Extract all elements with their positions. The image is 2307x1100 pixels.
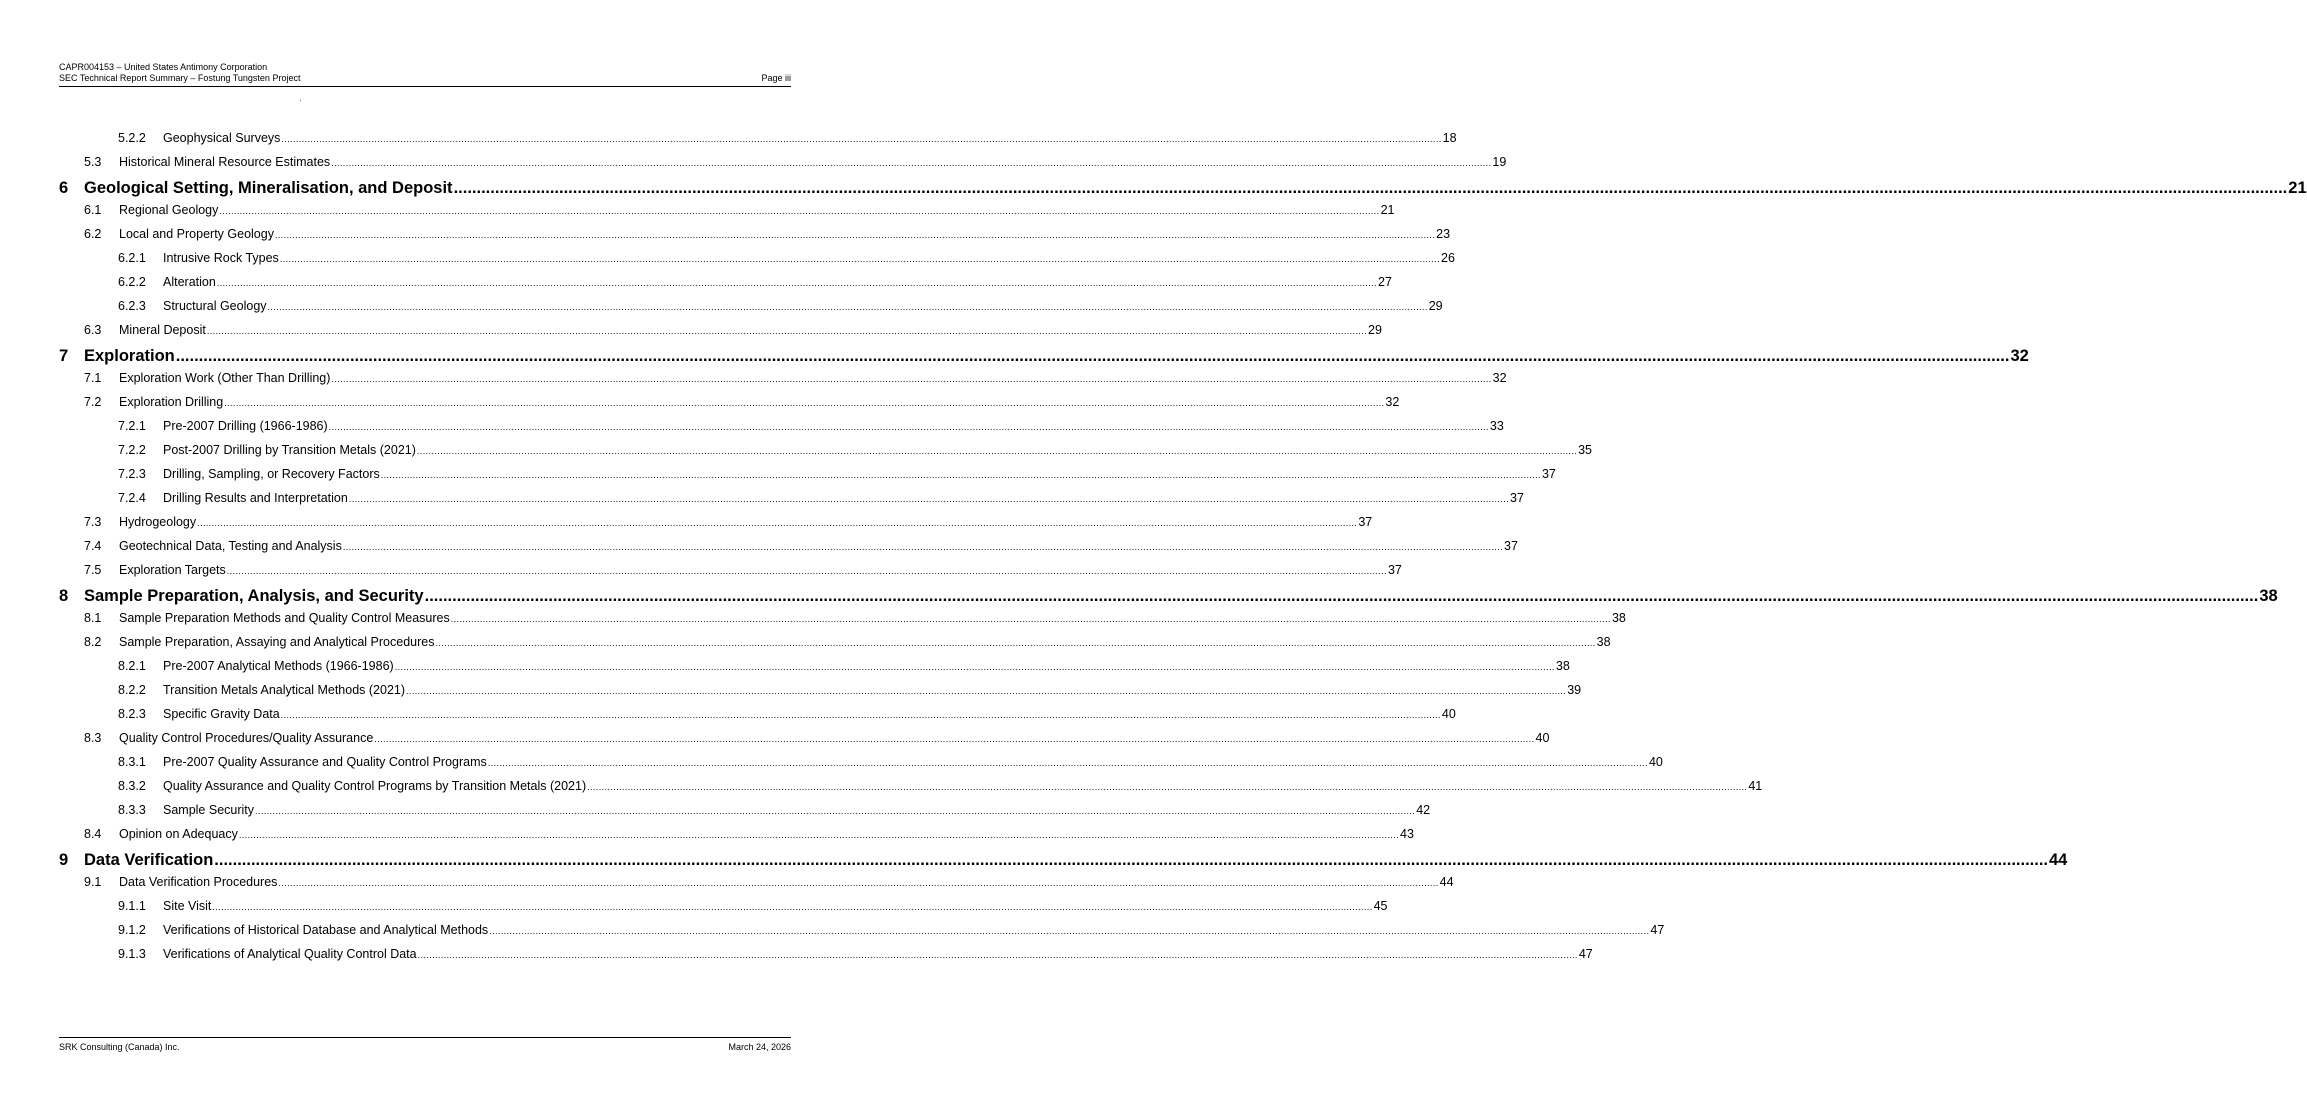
toc-entry-page: 33 [1489,419,1504,433]
toc-entry-title: Regional Geology [119,203,219,217]
toc-entry-page: 43 [1400,827,1414,841]
toc-entry-number: 7 [59,347,69,365]
toc-entry-number: 8.1 [84,611,102,625]
toc-dot-leader: ................................................................................................................................................................................................................................................................................................................................................................................................................ [226,566,1387,576]
toc-dot-leader: ................................................................................................................................................................................................................................................................................................................................................................................................................ [348,494,1510,504]
toc-entry-title: Post-2007 Drilling by Transition Metals (2021) [163,443,416,457]
toc-entry-title: Sample Preparation Methods and Quality Control Measures [119,611,450,625]
toc-entry-title: Historical Mineral Resource Estimates [119,155,331,169]
toc-entry[interactable] [59,155,1507,179]
toc-entry-number: 6.2 [84,227,102,241]
toc-dot-leader: ................................................................................................................................................................................................................................................................................................................................................................................................................ [416,446,1578,456]
toc-entry-number: 9.1 [84,875,102,889]
toc-entry-page: 21 [1380,203,1395,217]
toc-entry[interactable] [59,467,1556,491]
toc-entry[interactable] [59,851,2068,875]
toc-entry[interactable] [59,275,1392,299]
toc-entry-number: 7.2.4 [118,491,146,505]
toc-entry-page: 32 [2010,347,2029,365]
toc-entry-number: 5.2.2 [118,131,146,145]
toc-entry-number: 8.2.1 [118,659,146,673]
toc-entry-number: 6 [59,179,69,197]
toc-entry[interactable] [59,947,1593,971]
toc-entry-page: 27 [1378,275,1392,289]
toc-entry-number: 8.2 [84,635,102,649]
toc-entry-title: Pre-2007 Analytical Methods (1966-1986) [163,659,394,673]
toc-entry-page: 41 [1748,779,1763,793]
toc-dot-leader: ................................................................................................................................................................................................................................................................................................................................................................................................................ [206,326,1368,336]
toc-dot-leader: ................................................................................................................................................................................................................................................................................................................................................................................................................ [489,926,1650,936]
toc-entry[interactable] [59,611,1626,635]
toc-entry-number: 8.3.3 [118,803,146,817]
toc-dot-leader: ................................................................................................................................................................................................................................................................................................................................................................................................................ [224,398,1385,408]
toc-entry-page: 23 [1436,227,1451,241]
toc-dot-leader: ................................................................................................................................................................................................................................................................................................................................................................................................................ [280,710,1441,720]
header-report-title: SEC Technical Report Summary – Fostung Tungsten Project [59,73,301,83]
toc-entry-title: Exploration [84,347,175,365]
toc-entry[interactable] [59,539,1518,563]
toc-dot-leader: ................................................................................................................................................................................................................................................................................................................................................................................................................ [328,422,1489,432]
toc-entry-title: Data Verification [84,851,214,869]
toc-entry[interactable] [59,587,2278,611]
toc-entry-page: 21 [2288,179,2307,197]
toc-entry[interactable] [59,227,1451,251]
toc-entry-title: Intrusive Rock Types [163,251,279,265]
toc-dot-leader: ................................................................................................................................................................................................................................................................................................................................................................................................................ [424,587,2259,605]
toc-entry-page: 35 [1578,443,1593,457]
toc-entry[interactable] [59,563,1402,587]
toc-entry[interactable] [59,899,1388,923]
toc-entry[interactable] [59,251,1455,275]
toc-dot-leader: ................................................................................................................................................................................................................................................................................................................................................................................................................ [587,782,1748,792]
toc-dot-leader: ................................................................................................................................................................................................................................................................................................................................................................................................................ [435,638,1596,648]
toc-entry[interactable] [59,515,1373,539]
toc-entry-page: 47 [1650,923,1665,937]
toc-entry-title: Verifications of Historical Database and Analytical Methods [163,923,489,937]
toc-dot-leader: ................................................................................................................................................................................................................................................................................................................................................................................................................ [255,806,1416,816]
toc-entry-title: Geotechnical Data, Testing and Analysis [119,539,342,553]
toc-entry-title: Transition Metals Analytical Methods (2021) [163,683,406,697]
toc-entry-number: 7.2 [84,395,102,409]
toc-dot-leader: ................................................................................................................................................................................................................................................................................................................................................................................................................ [267,302,1428,312]
toc-dot-leader: ................................................................................................................................................................................................................................................................................................................................................................................................................ [214,851,2048,869]
toc-entry-number: 9.1.1 [118,899,146,913]
toc-entry[interactable] [59,635,1611,659]
toc-entry[interactable] [59,683,1582,707]
toc-entry-page: 38 [1611,611,1626,625]
toc-entry-title: Exploration Drilling [119,395,224,409]
toc-entry-title: Sample Security [163,803,255,817]
toc-entry-number: 7.1 [84,371,102,385]
toc-entry-page: 37 [1510,491,1524,505]
toc-entry-page: 18 [1442,131,1457,145]
toc-dot-leader: ................................................................................................................................................................................................................................................................................................................................................................................................................ [380,470,1541,480]
toc-entry-page: 37 [1387,563,1402,577]
footer-date: March 24, 2026 [728,1042,791,1052]
toc-entry-number: 9.1.3 [118,947,146,961]
toc-entry-number: 7.4 [84,539,102,553]
toc-entry-page: 42 [1416,803,1431,817]
toc-entry-number: 9.1.2 [118,923,146,937]
toc-entry[interactable] [59,371,1507,395]
toc-entry-page: 40 [1535,731,1550,745]
toc-entry-title: Alteration [163,275,216,289]
toc-entry[interactable] [59,491,1524,515]
toc-dot-leader: ................................................................................................................................................................................................................................................................................................................................................................................................................ [278,878,1439,888]
toc-entry-title: Local and Property Geology [119,227,274,241]
toc-entry-page: 38 [1555,659,1570,673]
toc-entry-number: 6.1 [84,203,102,217]
toc-entry-title: Drilling, Sampling, or Recovery Factors [163,467,380,481]
toc-dot-leader: ................................................................................................................................................................................................................................................................................................................................................................................................................ [374,734,1535,744]
toc-entry[interactable] [59,803,1431,827]
footer-company: SRK Consulting (Canada) Inc. [59,1042,180,1052]
toc-dot-leader: ................................................................................................................................................................................................................................................................................................................................................................................................................ [342,542,1504,552]
toc-entry-page: 32 [1492,371,1507,385]
toc-entry-title: Data Verification Procedures [119,875,278,889]
toc-entry-number: 7.3 [84,515,102,529]
toc-entry-page: 29 [1368,323,1382,337]
toc-entry[interactable] [59,419,1504,443]
toc-entry-title: Quality Control Procedures/Quality Assurance [119,731,374,745]
toc-entry[interactable] [59,323,1382,347]
toc-entry[interactable] [59,347,2029,371]
toc-entry-number: 6.2.2 [118,275,146,289]
toc-entry[interactable] [59,179,2307,203]
toc-entry[interactable] [59,443,1593,467]
toc-entry-page: 29 [1428,299,1443,313]
toc-entry-number: 5.3 [84,155,102,169]
toc-entry-page: 44 [1439,875,1454,889]
toc-entry-page: 40 [1441,707,1456,721]
toc-entry-number: 8.2.2 [118,683,146,697]
toc-entry-title: Hydrogeology [119,515,197,529]
toc-entry[interactable] [59,779,1763,803]
toc-entry-title: Quality Assurance and Quality Control Programs by Transition Metals (2021) [163,779,587,793]
toc-entry-title: Sample Preparation, Assaying and Analytical Procedures [119,635,435,649]
toc-entry-number: 8.3.2 [118,779,146,793]
page-header [59,62,791,84]
toc-entry-page: 37 [1358,515,1373,529]
toc-dot-leader: ................................................................................................................................................................................................................................................................................................................................................................................................................ [238,830,1400,840]
toc-entry-title: Geophysical Surveys [163,131,281,145]
toc-dot-leader: ................................................................................................................................................................................................................................................................................................................................................................................................................ [453,179,2288,197]
toc-entry[interactable] [59,659,1570,683]
toc-entry-title: Drilling Results and Interpretation [163,491,348,505]
toc-entry[interactable] [59,203,1395,227]
toc-entry-title: Specific Gravity Data [163,707,280,721]
toc-dot-leader: ................................................................................................................................................................................................................................................................................................................................................................................................................ [487,758,1648,768]
toc-entry[interactable] [59,731,1550,755]
toc-entry-page: 45 [1373,899,1388,913]
toc-entry-page: 19 [1492,155,1507,169]
toc-entry-number: 9 [59,851,69,869]
toc-entry-title: Exploration Targets [119,563,226,577]
toc-entry-page: 40 [1648,755,1663,769]
toc-entry-number: 6.3 [84,323,102,337]
toc-dot-leader: ................................................................................................................................................................................................................................................................................................................................................................................................................ [417,950,1578,960]
toc-dot-leader: ................................................................................................................................................................................................................................................................................................................................................................................................................ [197,518,1358,528]
toc-entry-number: 6.2.1 [118,251,146,265]
toc-entry-number: 8 [59,587,69,605]
toc-entry[interactable] [59,131,1457,155]
toc-dot-leader: ................................................................................................................................................................................................................................................................................................................................................................................................................ [331,374,1492,384]
toc-entry-number: 6.2.3 [118,299,146,313]
toc-entry-page: 38 [2259,587,2278,605]
toc-dot-leader: ................................................................................................................................................................................................................................................................................................................................................................................................................ [450,614,1611,624]
header-divider [59,86,791,87]
table-of-contents [59,131,2307,971]
toc-dot-leader: ................................................................................................................................................................................................................................................................................................................................................................................................................ [212,902,1373,912]
toc-dot-leader: ................................................................................................................................................................................................................................................................................................................................................................................................................ [274,230,1436,240]
toc-dot-leader: ................................................................................................................................................................................................................................................................................................................................................................................................................ [331,158,1492,168]
toc-entry-page: 44 [2049,851,2068,869]
toc-entry-number: 8.3 [84,731,102,745]
toc-entry-page: 37 [1504,539,1518,553]
toc-dot-leader: ................................................................................................................................................................................................................................................................................................................................................................................................................ [216,278,1378,288]
toc-entry-title: Structural Geology [163,299,267,313]
toc-entry[interactable] [59,707,1456,731]
toc-entry-title: Exploration Work (Other Than Drilling) [119,371,331,385]
toc-entry[interactable] [59,875,1454,899]
toc-dot-leader: ................................................................................................................................................................................................................................................................................................................................................................................................................ [394,662,1555,672]
toc-entry-page: 39 [1567,683,1582,697]
toc-entry-title: Opinion on Adequacy [119,827,238,841]
scan-speck [300,100,301,101]
toc-entry-number: 7.2.2 [118,443,146,457]
toc-entry-title: Mineral Deposit [119,323,206,337]
header-page-number: Page iii [761,73,791,83]
toc-entry-title: Pre-2007 Quality Assurance and Quality Control Programs [163,755,487,769]
toc-entry-number: 8.3.1 [118,755,146,769]
toc-entry-number: 7.2.1 [118,419,146,433]
toc-entry-number: 8.4 [84,827,102,841]
toc-dot-leader: ................................................................................................................................................................................................................................................................................................................................................................................................................ [175,347,2010,365]
toc-entry[interactable] [59,923,1665,947]
toc-entry-number: 7.2.3 [118,467,146,481]
toc-entry-page: 37 [1541,467,1556,481]
toc-dot-leader: ................................................................................................................................................................................................................................................................................................................................................................................................................ [406,686,1567,696]
toc-entry-page: 38 [1596,635,1611,649]
toc-entry[interactable] [59,755,1663,779]
toc-dot-leader: ................................................................................................................................................................................................................................................................................................................................................................................................................ [219,206,1380,216]
toc-entry[interactable] [59,827,1414,851]
footer-divider [59,1037,791,1038]
toc-entry[interactable] [59,395,1400,419]
toc-entry-page: 47 [1578,947,1593,961]
toc-entry-title: Sample Preparation, Analysis, and Security [84,587,424,605]
toc-dot-leader: ................................................................................................................................................................................................................................................................................................................................................................................................................ [281,134,1442,144]
toc-entry-number: 7.5 [84,563,102,577]
toc-entry-title: Pre-2007 Drilling (1966-1986) [163,419,328,433]
toc-entry-page: 32 [1385,395,1400,409]
toc-entry-number: 8.2.3 [118,707,146,721]
toc-entry-page: 26 [1441,251,1455,265]
page-footer [59,1042,791,1053]
header-report-id: CAPR004153 – United States Antimony Corporation [59,62,268,72]
toc-entry-title: Geological Setting, Mineralisation, and Deposit [84,179,453,197]
toc-entry-title: Verifications of Analytical Quality Control Data [163,947,417,961]
toc-entry[interactable] [59,299,1443,323]
toc-dot-leader: ................................................................................................................................................................................................................................................................................................................................................................................................................ [279,254,1440,264]
toc-entry-title: Site Visit [163,899,212,913]
